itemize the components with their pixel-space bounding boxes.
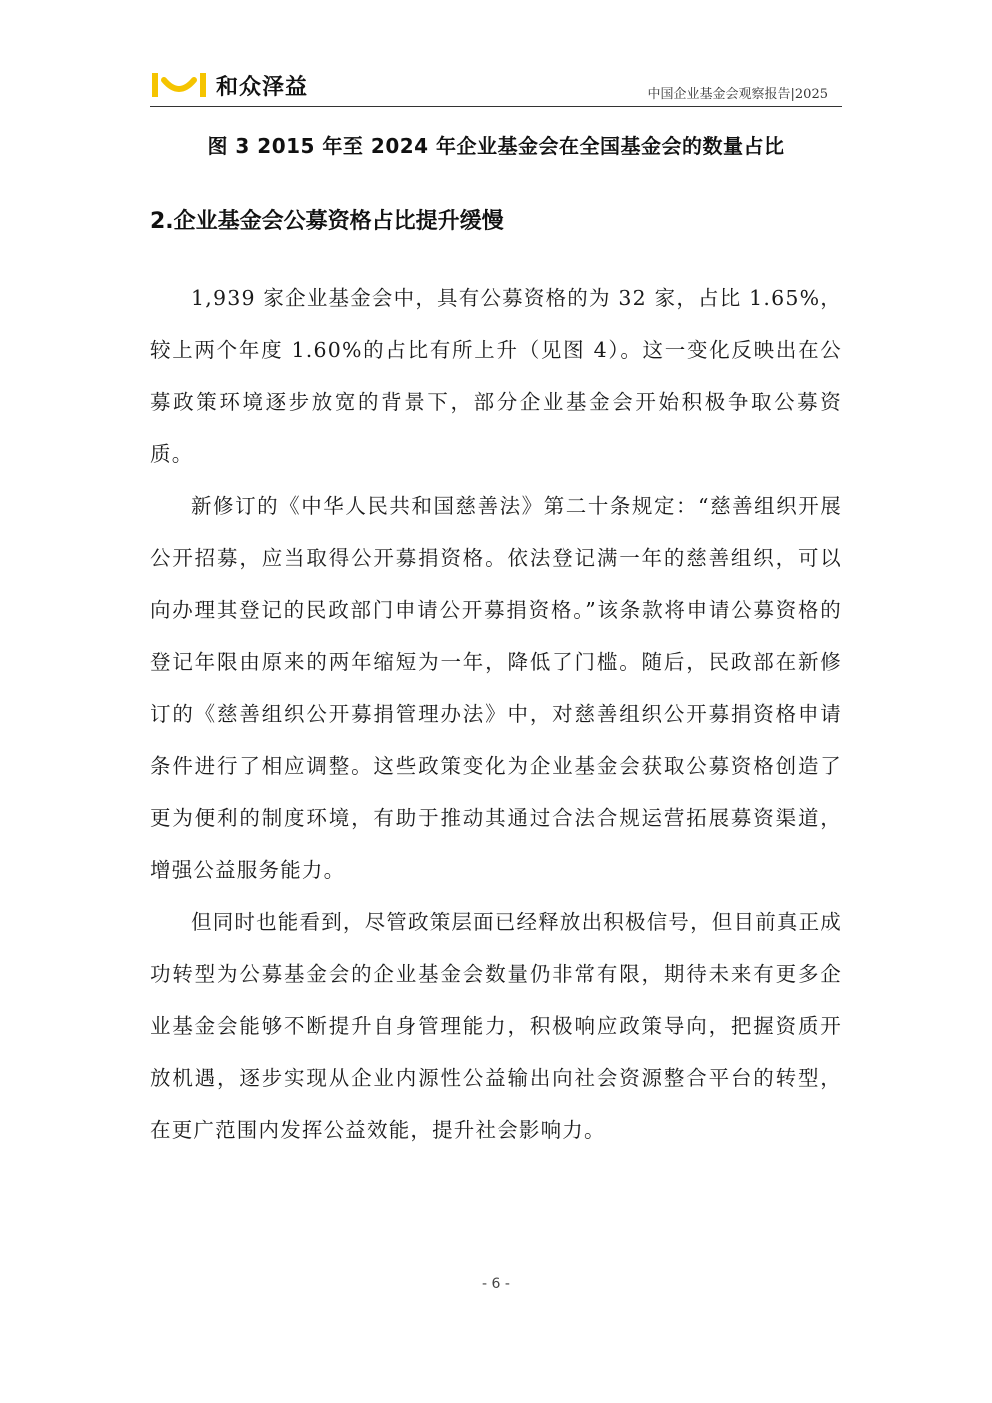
paragraph-2: 新修订的《中华人民共和国慈善法》第二十条规定：“慈善组织开展公开招募，应当取得公开募捐资格。依法登记满一年的慈善组织，可以向办理其登记的民政部门申请公开募捐资格。”该条款将申请公募资格的登记年限由原来的两年缩短为一年，降低了门槛。随后，民政部在新修订的《慈善组织公开募捐管理办法》中，对慈善组织公开募捐资格申请条件进行了相应调整。这些政策变化为企业基金会获取公募资格创造了更为便利的制度环境，有助于推动其通过合法合规运营拓展募资渠道，增强公益服务能力。 — [150, 494, 842, 882]
brand-name: 和众泽益 — [216, 74, 309, 100]
figure-caption: 图 3 2015 年至 2024 年企业基金会在全国基金会的数量占比 — [207, 134, 785, 158]
paragraph-1: 1,939 家企业基金会中，具有公募资格的为 32 家，占比 1.65%，较上两个年度 1.60%的占比有所上升（见图 4）。这一变化反映出在公募政策环境逐步放宽的背景下，部分企业基金会开始积极争取公募资质。 — [150, 286, 842, 466]
page-number: - 6 - — [482, 1276, 510, 1292]
page-header — [150, 64, 842, 107]
logo-mark-icon — [150, 70, 208, 100]
paragraph-3: 但同时也能看到，尽管政策层面已经释放出积极信号，但目前真正成功转型为公募基金会的企业基金会数量仍非常有限，期待未来有更多企业基金会能够不断提升自身管理能力，积极响应政策导向，把握资质开放机遇，逐步实现从企业内源性公益输出向社会资源整合平台的转型，在更广范围内发挥公益效能，提升社会影响力。 — [150, 910, 842, 1142]
report-title: 中国企业基金会观察报告|2025 — [647, 87, 828, 102]
section-heading: 2.企业基金会公募资格占比提升缓慢 — [150, 209, 504, 234]
brand-logo — [150, 70, 308, 100]
body-text — [150, 272, 842, 1156]
